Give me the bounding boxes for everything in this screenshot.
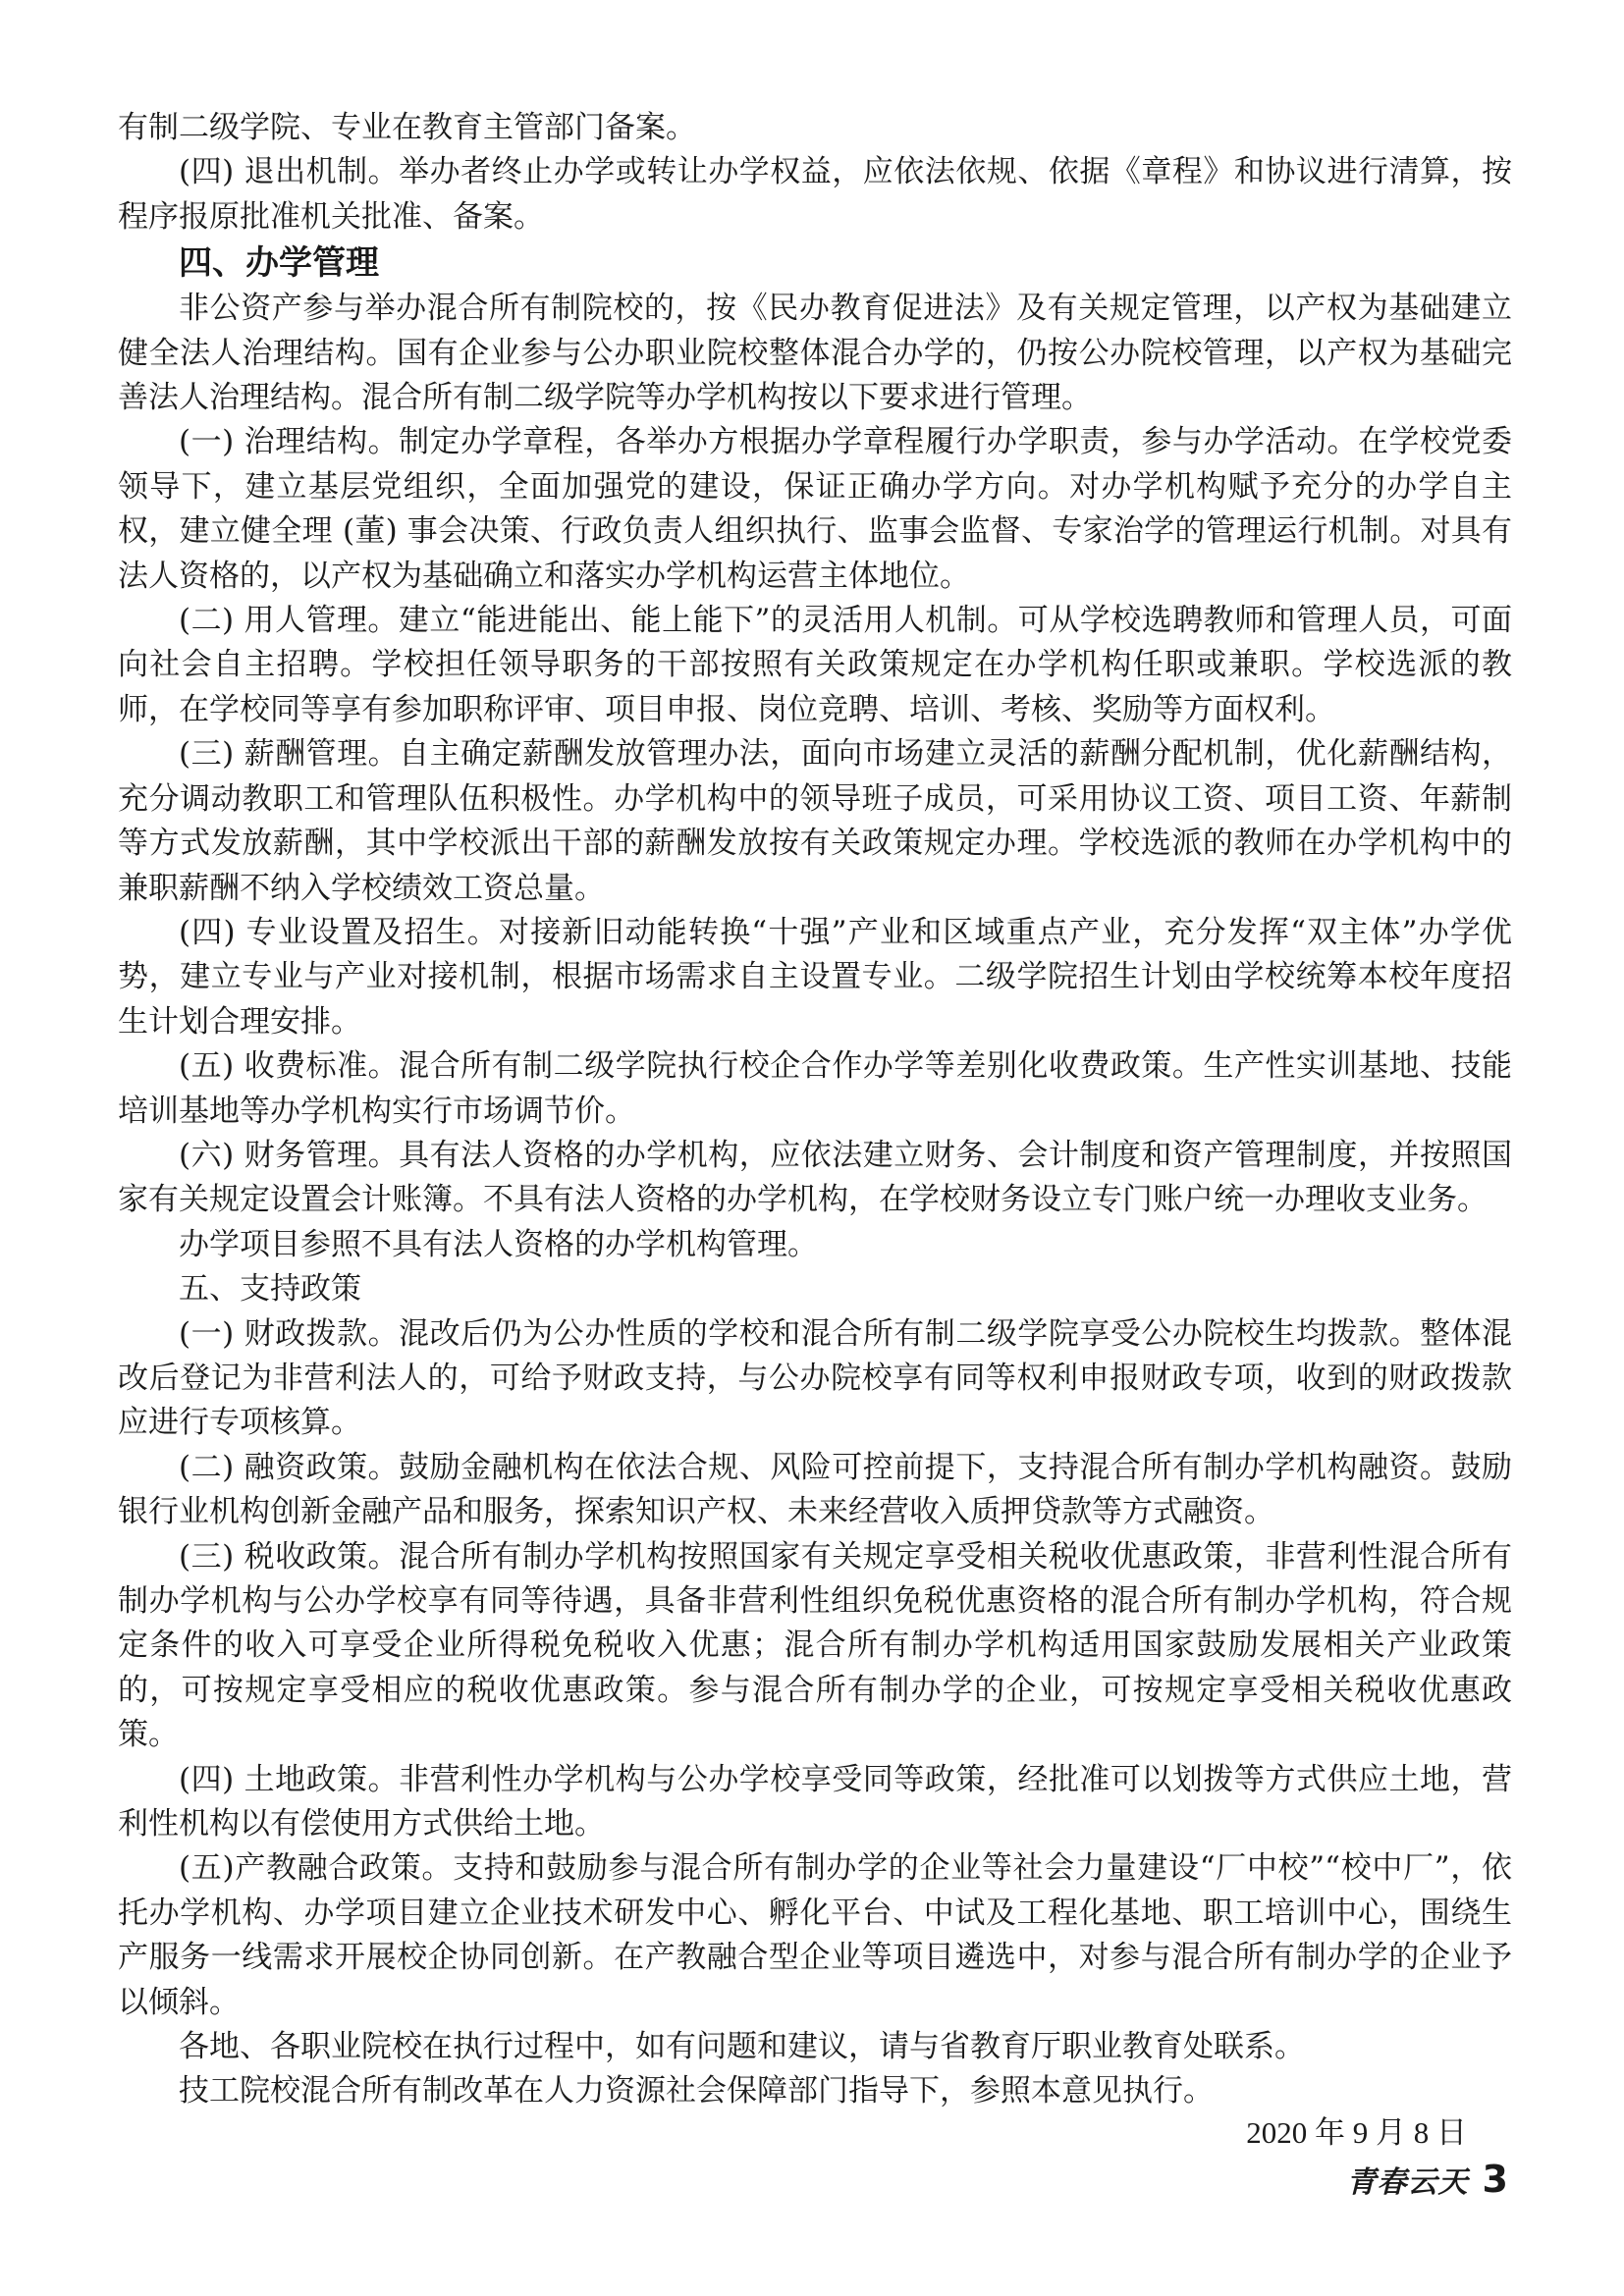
paragraph: (三) 税收政策。混合所有制办学机构按照国家有关规定享受相关税收优惠政策，非营利性混合所有制办学机构与公办学校享有同等待遇，具备非营利性组织免税优惠资格的混合所有制办学机构，符合规定条件的收入可享受企业所得税免税收入优惠；混合所有制办学机构适用国家鼓励发展相关产业政策的，可按规定享受相应的税收优惠政策。参与混合所有制办学的企业，可按规定享受相关税收优惠政策。 xyxy=(118,1538,1512,1753)
paragraph: (一) 财政拨款。混改后仍为公办性质的学校和混合所有制二级学院享受公办院校生均拨款。整体混改后登记为非营利法人的，可给予财政支持，与公办院校享有同等权利申报财政专项，收到的财政拨款应进行专项核算。 xyxy=(118,1315,1512,1441)
paragraph: (五)产教融合政策。支持和鼓励参与混合所有制办学的企业等社会力量建设“厂中校”“校中厂”，依托办学机构、办学项目建立企业技术研发中心、孵化平台、中试及工程化基地、职工培训中心，围绕生产服务一线需求开展校企协同创新。在产教融合型企业等项目遴选中，对参与混合所有制办学的企业予以倾斜。 xyxy=(118,1850,1512,2020)
section-heading: 五、支持政策 xyxy=(179,1271,361,1308)
section-heading: 四、办学管理 xyxy=(179,243,379,284)
paragraph: 办学项目参照不具有法人资格的办学机构管理。 xyxy=(179,1226,818,1262)
paragraph: 有制二级学院、专业在教育主管部门备案。 xyxy=(118,110,696,145)
page-number: 3 xyxy=(1482,2158,1508,2201)
paragraph: (六) 财务管理。具有法人资格的办学机构，应依法建立财务、会计制度和资产管理制度，并按照国家有关规定设置会计账簿。不具有法人资格的办学机构，在学校财务设立专门账户统一办理收支业务。 xyxy=(118,1137,1512,1218)
paragraph: 技工院校混合所有制改革在人力资源社会保障部门指导下，参照本意见执行。 xyxy=(179,2073,1214,2109)
paragraph: (四) 退出机制。举办者终止办学或转让办学权益，应依法依规、依据《章程》和协议进行清算，按程序报原批准机关批准、备案。 xyxy=(118,154,1512,235)
document-body xyxy=(118,106,1512,2114)
paragraph: (五) 收费标准。混合所有制二级学院执行校企合作办学等差别化收费政策。生产性实训基地、技能培训基地等办学机构实行市场调节价。 xyxy=(118,1048,1512,1129)
paragraph: (一) 治理结构。制定办学章程，各举办方根据办学章程履行办学职责，参与办学活动。在学校党委领导下，建立基层党组织，全面加强党的建设，保证正确办学方向。对办学机构赋予充分的办学自主权，建立健全理 (董) 事会决策、行政负责人组织执行、监事会监督、专家治学的管理运行机制。对具有法人资格的，以产权为基础确立和落实办学机构运营主体地位。 xyxy=(118,424,1512,594)
paragraph: (四) 土地政策。非营利性办学机构与公办学校享受同等政策，经批准可以划拨等方式供应土地，营利性机构以有偿使用方式供给土地。 xyxy=(118,1761,1512,1842)
page-footer xyxy=(1347,2158,1508,2201)
paragraph: (三) 薪酬管理。自主确定薪酬发放管理办法，面向市场建立灵活的薪酬分配机制，优化薪酬结构，充分调动教职工和管理队伍积极性。办学机构中的领导班子成员，可采用协议工资、项目工资、年薪制等方式发放薪酬，其中学校派出干部的薪酬发放按有关政策规定办理。学校选派的教师在办学机构中的兼职薪酬不纳入学校绩效工资总量。 xyxy=(118,736,1512,906)
paragraph: (二) 用人管理。建立“能进能出、能上能下”的灵活用人机制。可从学校选聘教师和管理人员，可面向社会自主招聘。学校担任领导职务的干部按照有关政策规定在办学机构任职或兼职。学校选派的教师，在学校同等享有参加职称评审、项目申报、岗位竞聘、培训、考核、奖励等方面权利。 xyxy=(118,603,1512,727)
magazine-name: 青春云天 xyxy=(1346,2165,1469,2200)
paragraph: 非公资产参与举办混合所有制院校的，按《民办教育促进法》及有关规定管理，以产权为基础建立健全法人治理结构。国有企业参与公办职业院校整体混合办学的，仍按公办院校管理，以产权为基础完善法人治理结构。混合所有制二级学院等办学机构按以下要求进行管理。 xyxy=(118,291,1512,416)
paragraph: (二) 融资政策。鼓励金融机构在依法合规、风险可控前提下，支持混合所有制办学机构融资。鼓励银行业机构创新金融产品和服务，探索知识产权、未来经营收入质押贷款等方式融资。 xyxy=(118,1449,1512,1530)
document-date: 2020 年 9 月 8 日 xyxy=(1246,2115,1467,2150)
paragraph: 各地、各职业院校在执行过程中，如有问题和建议，请与省教育厅职业教育处联系。 xyxy=(179,2029,1305,2065)
paragraph: (四) 专业设置及招生。对接新旧动能转换“十强”产业和区域重点产业，充分发挥“双主体”办学优势，建立专业与产业对接机制，根据市场需求自主设置专业。二级学院招生计划由学校统筹本校年度招生计划合理安排。 xyxy=(118,914,1512,1040)
